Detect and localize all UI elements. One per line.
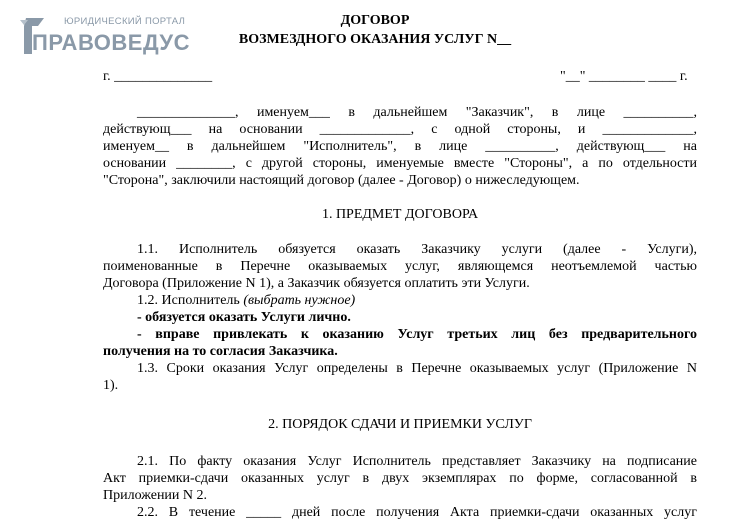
- clause-2-2-line-1: 2.2. В течение _____ дней после получения Акта приемки-сдачи оказанных услуг: [137, 505, 697, 520]
- clause-1-2-option-1: - обязуется оказать Услуги лично.: [137, 310, 351, 325]
- section-1-heading: 1. ПРЕДМЕТ ДОГОВОРА: [321, 207, 479, 222]
- clause-1-3-line-2: 1).: [103, 378, 119, 393]
- date-field: "__" ________ ____ г.: [560, 69, 688, 84]
- clause-1-2-text: 1.2. Исполнитель: [137, 293, 240, 308]
- preamble-line-1: ______________, именуем___ в дальнейшем "Заказчик", в лице __________,: [137, 105, 697, 120]
- preamble-line-2: действующ___ на основании _____________, с одной стороны, и _____________,: [103, 122, 697, 137]
- clause-1-3-line-1: 1.3. Сроки оказания Услуг определены в Перечне оказываемых услуг (Приложение N: [137, 361, 697, 376]
- document-subtitle: ВОЗМЕЗДНОГО ОКАЗАНИЯ УСЛУГ N__: [238, 32, 512, 47]
- section-2-heading: 2. ПОРЯДОК СДАЧИ И ПРИЕМКИ УСЛУГ: [268, 417, 532, 432]
- logo-portal-text: ЮРИДИЧЕСКИЙ ПОРТАЛ: [64, 16, 186, 27]
- preamble-line-5: "Сторона", заключили настоящий договор (далее - Договор) о нижеследующем.: [103, 173, 580, 188]
- logo-name-text: ПРАВОВЕДУС: [32, 30, 190, 55]
- document-title: ДОГОВОР: [340, 13, 410, 28]
- clause-2-1-line-2: Акт приемки-сдачи оказанных услуг в двух экземплярах по форме, согласованной в: [103, 471, 697, 486]
- clause-1-2-note: (выбрать нужное): [243, 293, 356, 308]
- clause-1-2-option-2-line-2: получения на то согласия Заказчика.: [103, 344, 338, 359]
- clause-2-1-line-1: 2.1. По факту оказания Услуг Исполнитель представляет Заказчику на подписание: [137, 454, 697, 469]
- clause-1-1-line-2: поименованные в Перечне оказываемых услуг, являющемся неотъемлемой частью: [103, 259, 697, 274]
- clause-2-1-line-3: Приложении N 2.: [103, 488, 208, 503]
- city-field: г. ______________: [103, 69, 213, 84]
- clause-1-1-line-1: 1.1. Исполнитель обязуется оказать Заказчику услуги (далее - Услуги),: [137, 242, 697, 257]
- clause-1-2: [137, 292, 355, 309]
- clause-1-2-option-2-line-1: - вправе привлекать к оказанию Услуг третьих лиц без предварительного: [137, 327, 697, 342]
- clause-1-1-line-3: Договора (Приложение N 1), а Заказчик обязуется оплатить эти Услуги.: [103, 276, 530, 291]
- preamble-line-4: основании ________, с другой стороны, именуемые вместе "Стороны", а по отдельности: [103, 156, 697, 171]
- preamble-line-3: именуем__ в дальнейшем "Исполнитель", в лице __________, действующ___ на: [103, 139, 697, 154]
